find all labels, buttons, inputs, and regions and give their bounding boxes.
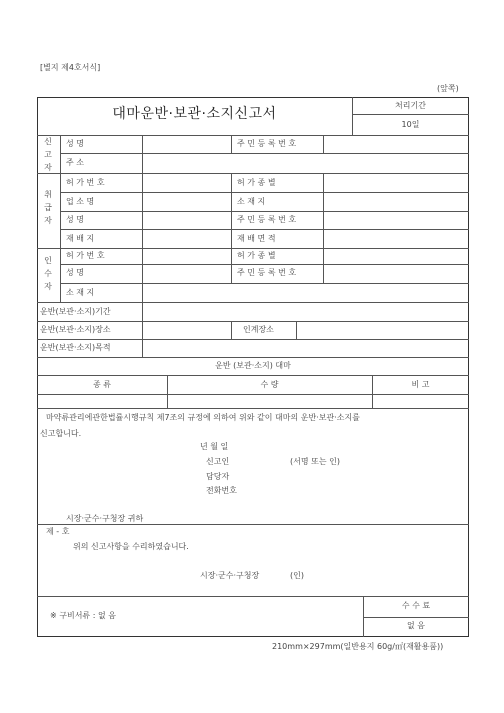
receipt-issuer: 시장·군수·구청장 — [200, 571, 260, 580]
material-section-title: 운반 (보관·소지) 대마 — [215, 361, 291, 370]
handler-site-label: 재 배 지 — [66, 234, 95, 243]
handover-place-label: 인계장소 — [243, 325, 274, 334]
form-title: 대마운반·보관·소지신고서 — [112, 106, 277, 122]
handler-resident-label: 주 민 등 록 번 호 — [237, 215, 297, 224]
reporter-name-label: 성 명 — [66, 139, 84, 148]
handler-business-label: 업 소 명 — [66, 197, 95, 206]
transport-period-label: 운반(보관·소지)기간 — [40, 307, 111, 316]
phone-label: 전화번호 — [206, 486, 237, 495]
recipient-permit-type-label: 허 가 종 별 — [237, 251, 276, 260]
page-side: (앞쪽) — [437, 84, 459, 93]
fee-value: 없 음 — [407, 621, 425, 630]
reporter-resident-label: 주 민 등 록 번 호 — [237, 139, 297, 148]
contact-person-label: 담당자 — [206, 472, 230, 481]
declaration-line2: 신고합니다. — [40, 429, 82, 438]
recipient-permit-no-label: 허 가 번 호 — [66, 251, 105, 260]
receipt-number: 제 - 호 — [46, 527, 70, 536]
declaration-line1: 마약류관리에관한법률시행규칙 제7조의 규정에 의하여 위와 같이 대마의 운반·보관·소지를 — [46, 413, 360, 422]
recipient-resident-label: 주 민 등 록 번 호 — [237, 268, 297, 277]
reporter-group: 신 고 자 — [44, 137, 52, 172]
recipient-location-label: 소 재 지 — [66, 288, 95, 297]
receipt-seal: (인) — [290, 571, 304, 580]
recipient-group: 인 수 자 — [44, 256, 52, 291]
reporter-address-label: 주 소 — [66, 158, 84, 167]
signature-label: (서명 또는 인) — [290, 457, 340, 466]
form-code: [별지 제4호서식] — [40, 63, 101, 72]
transport-place-label: 운반(보관·소지)장소 — [40, 325, 111, 334]
processing-value: 10일 — [401, 120, 420, 129]
handler-permit-no-label: 허 가 번 호 — [66, 178, 105, 187]
handler-area-label: 재 배 면 적 — [237, 234, 276, 243]
col-type-header: 종 류 — [93, 380, 111, 389]
paper-size-footer: 210mm×297mm(일반용지 60g/㎡(재활용품)) — [272, 642, 444, 651]
receipt-text: 위의 신고사항을 수리하였습니다. — [73, 542, 189, 551]
declaration-date: 년 월 일 — [200, 442, 229, 451]
handler-location-label: 소 재 지 — [237, 197, 266, 206]
fee-label: 수 수 료 — [401, 601, 431, 610]
processing-label: 처리기간 — [395, 101, 426, 110]
transport-purpose-label: 운반(보관·소지)목적 — [40, 343, 111, 352]
handler-group: 취 급 자 — [44, 190, 52, 225]
recipient-name-label: 성 명 — [66, 268, 84, 277]
handler-permit-type-label: 허 가 종 별 — [237, 178, 276, 187]
col-note-header: 비 고 — [411, 380, 430, 389]
reporter-label: 신고인 — [206, 457, 230, 466]
addressee: 시장·군수·구청장 귀하 — [66, 514, 144, 523]
col-qty-header: 수 량 — [260, 380, 279, 389]
attachments-label: ※ 구비서류 : 없 음 — [50, 611, 116, 620]
handler-name-label: 성 명 — [66, 215, 84, 224]
